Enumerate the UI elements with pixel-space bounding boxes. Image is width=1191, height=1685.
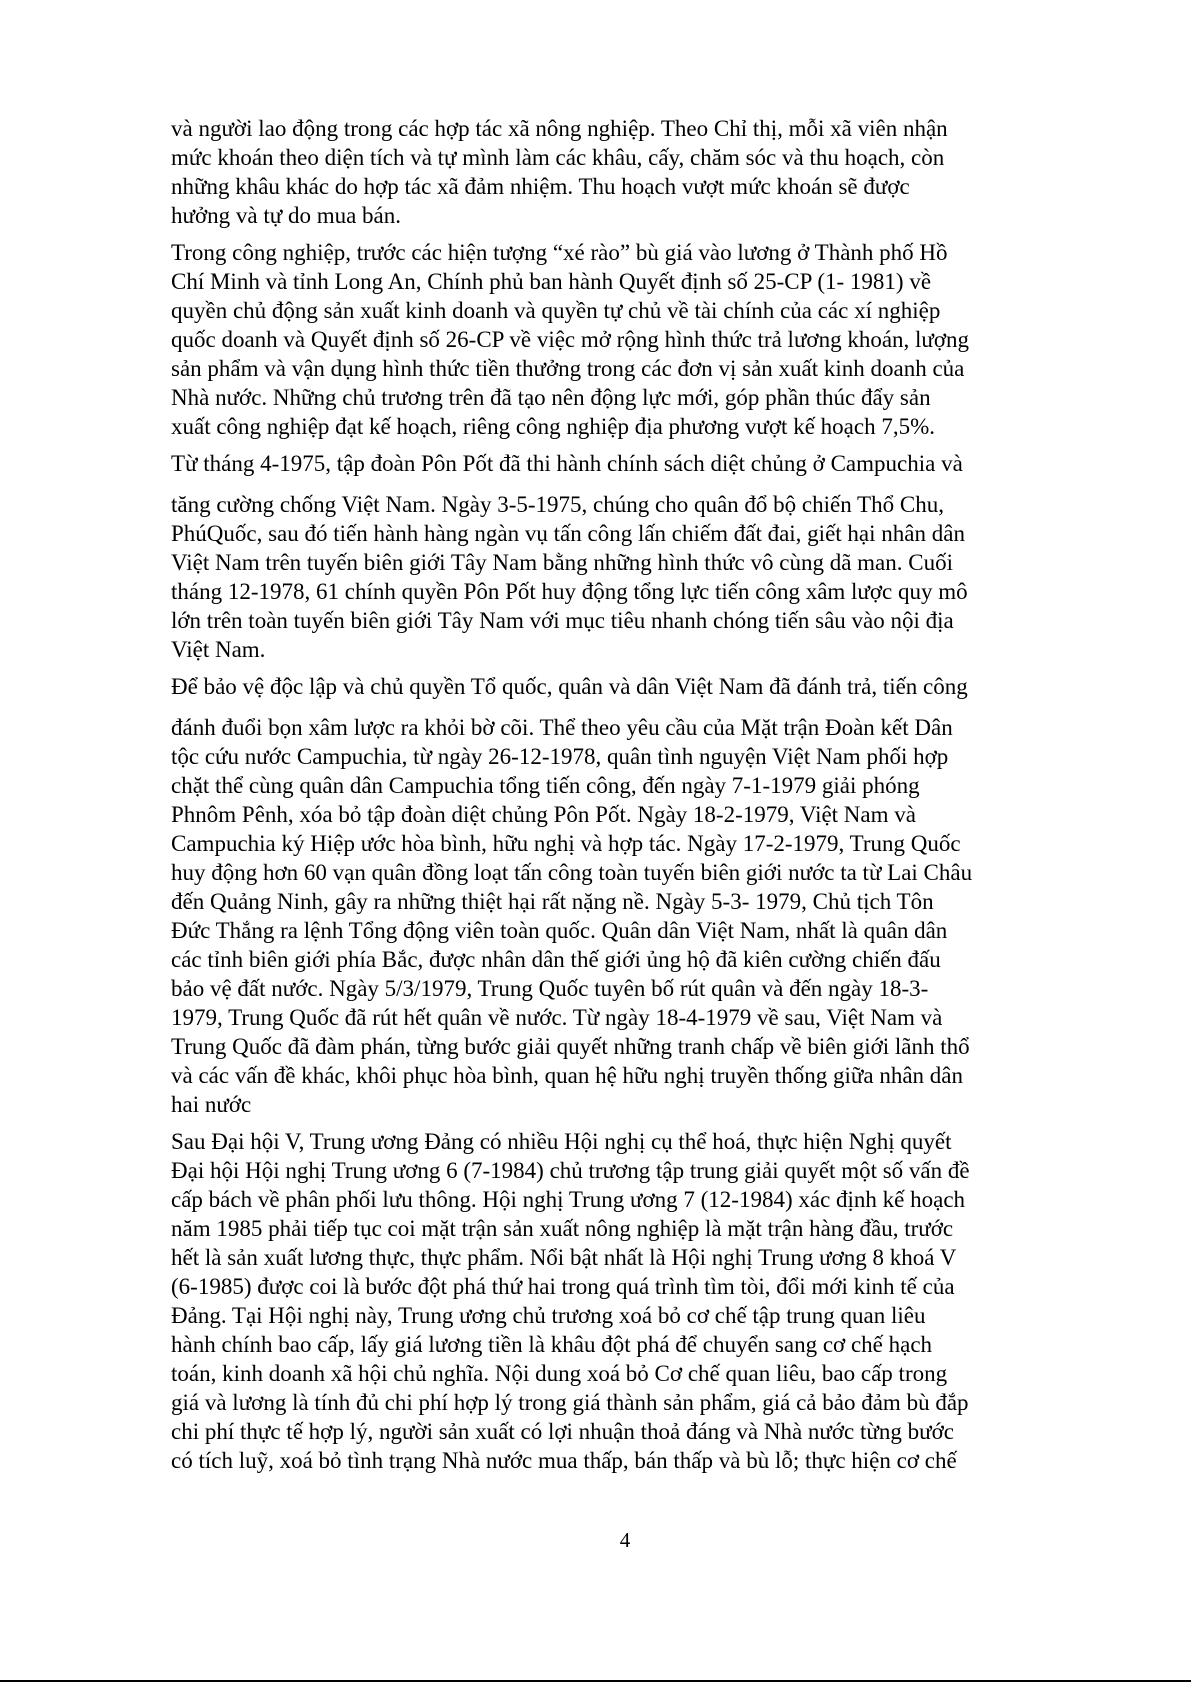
text-line: Từ tháng 4-1975, tập đoàn Pôn Pốt đã thi hành chính sách diệt chủng ở Campuchia và: [171, 451, 963, 476]
text-line: tộc cứu nước Campuchia, từ ngày 26-12-1978, quân tình nguyện Việt Nam phối hợp: [171, 744, 949, 769]
text-line: và các vấn đề khác, khôi phục hòa bình, quan hệ hữu nghị truyền thống giữa nhân dân: [171, 1063, 964, 1088]
text-line: Trong công nghiệp, trước các hiện tượng “xé rào” bù giá vào lương ở Thành phố Hồ: [171, 240, 948, 265]
text-line: chặt thể cùng quân dân Campuchia tổng tiến công, đến ngày 7-1-1979 giải phóng: [171, 773, 920, 798]
text-line: có tích luỹ, xoá bỏ tình trạng Nhà nước mua thấp, bán thấp và bù lỗ; thực hiện cơ chế: [171, 1448, 957, 1473]
text-line: hưởng và tự do mua bán.: [171, 203, 401, 228]
text-line: quốc doanh và Quyết định số 26-CP về việc mở rộng hình thức trả lương khoán, lượng: [171, 327, 970, 352]
text-line: tháng 12-1978, 61 chính quyền Pôn Pốt huy động tổng lực tiến công xâm lược quy mô: [171, 579, 968, 604]
text-line: bảo vệ đất nước. Ngày 5/3/1979, Trung Quốc tuyên bố rút quân và đến ngày 18-3-: [171, 976, 929, 1001]
text-line: những khâu khác do hợp tác xã đảm nhiệm. Thu hoạch vượt mức khoán sẽ được: [171, 174, 910, 199]
text-line: huy động hơn 60 vạn quân đồng loạt tấn công toàn tuyến biên giới nước ta từ Lai Châu: [171, 860, 973, 885]
text-line: Việt Nam trên tuyến biên giới Tây Nam bằng những hình thức vô cùng dã man. Cuối: [171, 550, 953, 575]
text-line: Việt Nam.: [171, 637, 266, 662]
text-line: giá và lương là tính đủ chi phí hợp lý trong giá thành sản phẩm, giá cả bảo đảm bù đắp: [171, 1390, 969, 1415]
text-line: Trung Quốc đã đàm phán, từng bước giải quyết những tranh chấp về biên giới lãnh thổ: [171, 1034, 970, 1059]
text-line: chi phí thực tế hợp lý, người sản xuất có lợi nhuận thoả đáng và Nhà nước từng bước: [171, 1419, 954, 1444]
text-line: Để bảo vệ độc lập và chủ quyền Tổ quốc, quân và dân Việt Nam đã đánh trả, tiến công: [171, 674, 968, 699]
text-line: Chí Minh và tỉnh Long An, Chính phủ ban hành Quyết định số 25-CP (1- 1981) về: [171, 269, 932, 294]
text-line: xuất công nghiệp đạt kế hoạch, riêng công nghiệp địa phương vượt kế hoạch 7,5%.: [171, 414, 935, 439]
text-line: cấp bách về phân phối lưu thông. Hội nghị Trung ương 7 (12-1984) xác định kế hoạch: [171, 1187, 966, 1212]
text-line: Đảng. Tại Hội nghị này, Trung ương chủ trương xoá bỏ cơ chế tập trung quan liêu: [171, 1303, 926, 1328]
paragraph-1: [171, 114, 1076, 230]
text-line: quyền chủ động sản xuất kinh doanh và quyền tự chủ về tài chính của các xí nghiệp: [171, 298, 941, 323]
paragraph-5: [171, 1127, 1076, 1475]
text-line: các tỉnh biên giới phía Bắc, được nhân dân thế giới ủng hộ đã kiên cường chiến đấu: [171, 947, 941, 972]
page-number: 4: [619, 1528, 631, 1552]
text-line: đến Quảng Ninh, gây ra những thiệt hại rất nặng nề. Ngày 5-3- 1979, Chủ tịch Tôn: [171, 889, 934, 914]
text-line: hai nước: [171, 1092, 252, 1117]
text-line: 1979, Trung Quốc đã rút hết quân về nước. Từ ngày 18-4-1979 về sau, Việt Nam và: [171, 1005, 943, 1030]
text-line: mức khoán theo diện tích và tự mình làm các khâu, cấy, chăm sóc và thu hoạch, còn: [171, 145, 945, 170]
text-line: năm 1985 phải tiếp tục coi mặt trận sản xuất nông nghiệp là mặt trận hàng đầu, trước: [171, 1216, 954, 1241]
text-line: Nhà nước. Những chủ trương trên đã tạo nên động lực mới, góp phần thúc đẩy sản: [171, 385, 931, 410]
text-line: lớn trên toàn tuyến biên giới Tây Nam với mục tiêu nhanh chóng tiến sâu vào nội địa: [171, 608, 954, 633]
text-line: Đại hội Hội nghị Trung ương 6 (7-1984) chủ trương tập trung giải quyết một số vấn đề: [171, 1158, 970, 1183]
body-text: [171, 114, 1076, 1483]
text-line: hành chính bao cấp, lấy giá lương tiền là khâu đột phá để chuyển sang cơ chế hạch: [171, 1332, 933, 1357]
text-line: (6-1985) được coi là bước đột phá thứ hai trong quá trình tìm tòi, đổi mới kinh tế của: [171, 1274, 955, 1299]
text-line: và người lao động trong các hợp tác xã nông nghiệp. Theo Chỉ thị, mỗi xã viên nhận: [171, 116, 948, 141]
text-line: Đức Thắng ra lệnh Tổng động viên toàn quốc. Quân dân Việt Nam, nhất là quân dân: [171, 918, 948, 943]
text-line: Campuchia ký Hiệp ước hòa bình, hữu nghị và hợp tác. Ngày 17-2-1979, Trung Quốc: [171, 831, 961, 856]
text-line: PhúQuốc, sau đó tiến hành hàng ngàn vụ tấn công lấn chiếm đất đai, giết hại nhân dân: [171, 521, 965, 546]
text-line: toán, kinh doanh xã hội chủ nghĩa. Nội dung xoá bỏ Cơ chế quan liêu, bao cấp trong: [171, 1361, 948, 1386]
paragraph-3: [171, 449, 1076, 664]
text-line: hết là sản xuất lương thực, thực phẩm. Nổi bật nhất là Hội nghị Trung ương 8 khoá V: [171, 1245, 957, 1270]
text-line: Phnôm Pênh, xóa bỏ tập đoàn diệt chủng Pôn Pốt. Ngày 18-2-1979, Việt Nam và: [171, 802, 916, 827]
text-line: Sau Đại hội V, Trung ương Đảng có nhiều Hội nghị cụ thể hoá, thực hiện Nghị quyết: [171, 1129, 952, 1154]
paragraph-2: [171, 238, 1076, 441]
bottom-divider: [0, 1680, 1191, 1682]
text-line: tăng cường chống Việt Nam. Ngày 3-5-1975, chúng cho quân đổ bộ chiến Thổ Chu,: [171, 492, 944, 517]
paragraph-4: [171, 672, 1076, 1119]
text-line: sản phẩm và vận dụng hình thức tiền thưởng trong các đơn vị sản xuất kinh doanh của: [171, 356, 965, 381]
text-line: đánh đuổi bọn xâm lược ra khỏi bờ cõi. Thể theo yêu cầu của Mặt trận Đoàn kết Dân: [171, 715, 953, 740]
